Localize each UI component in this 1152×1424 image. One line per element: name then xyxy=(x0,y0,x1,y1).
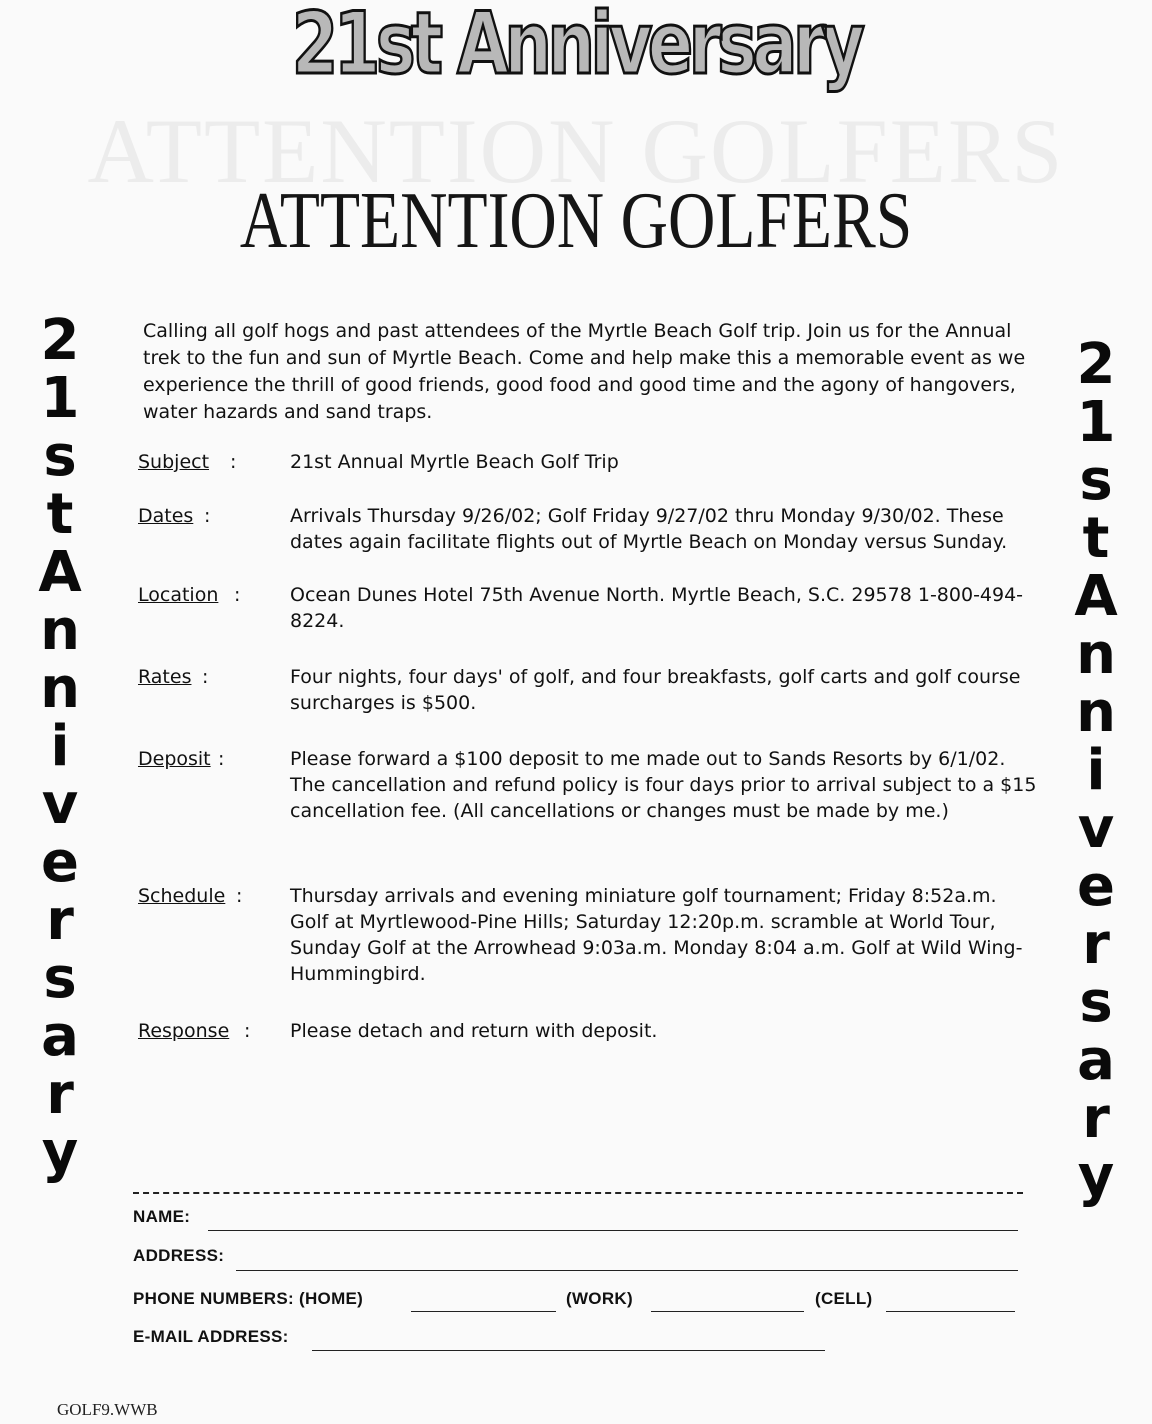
phone-work-field[interactable] xyxy=(651,1311,804,1312)
detail-value: Four nights, four days' of golf, and four breakfasts, golf carts and golf course surcharges is $500. xyxy=(290,666,1021,714)
phone-home-label: PHONE NUMBERS: (HOME) xyxy=(133,1289,364,1308)
detail-value: Please forward a $100 deposit to me made out to Sands Resorts by 6/1/02. The cancellation and refund policy is four days prior to arrival subject to a $15 cancellation fee. (All cancellations or changes must be made by me.) xyxy=(290,748,1037,822)
address-label: ADDRESS: xyxy=(133,1246,225,1265)
phone-cell-label: (CELL) xyxy=(815,1289,873,1308)
document-code: GOLF9.WWB xyxy=(57,1400,158,1419)
side-banner-right xyxy=(1036,332,1152,1209)
side-banner-letter: e xyxy=(1077,854,1115,919)
side-banner-letter: r xyxy=(1082,912,1110,977)
side-banner-letter: y xyxy=(41,1120,79,1185)
side-banner-letter: 2 xyxy=(40,308,80,373)
side-banner-letter: n xyxy=(40,656,80,721)
phone-work-label: (WORK) xyxy=(566,1289,633,1308)
email-field[interactable] xyxy=(312,1350,825,1351)
detail-label: Location xyxy=(138,584,219,606)
side-banner-left xyxy=(0,308,120,1185)
side-banner-letter: v xyxy=(1077,796,1115,861)
detail-label: Schedule xyxy=(138,885,226,907)
side-banner-letter: v xyxy=(41,772,79,837)
detail-label: Subject xyxy=(138,451,210,473)
detach-line xyxy=(133,1192,1023,1194)
side-banner-letter: i xyxy=(1086,738,1106,803)
side-banner-letter: a xyxy=(41,1004,79,1069)
side-banner-letter: y xyxy=(1077,1144,1115,1209)
anniversary-banner: 21st Anniversary xyxy=(291,0,861,94)
address-field[interactable] xyxy=(236,1270,1018,1271)
phone-cell-field[interactable] xyxy=(886,1311,1015,1312)
detail-value: Ocean Dunes Hotel 75th Avenue North. Myrtle Beach, S.C. 29578 1-800-494-8224. xyxy=(290,584,1024,632)
detail-value: Thursday arrivals and evening miniature golf tournament; Friday 8:52a.m. Golf at Myrtlewood-Pine Hills; Saturday 12:20p.m. scramble at World Tour, Sunday Golf at the Arrowhead 9:03a.m. Monday 8:04 a.m. Golf at Wild Wing-Hummingbird. xyxy=(290,885,1023,985)
detail-label: Deposit xyxy=(138,748,211,770)
name-field[interactable] xyxy=(208,1230,1018,1231)
side-banner-letter: s xyxy=(43,946,77,1011)
side-banner-letter: 1 xyxy=(1076,390,1116,455)
phone-home-field[interactable] xyxy=(411,1311,556,1312)
side-banner-letter: n xyxy=(1076,680,1116,745)
side-banner-letter: i xyxy=(50,714,70,779)
side-banner-letter: A xyxy=(38,540,82,605)
side-banner-letter: e xyxy=(41,830,79,895)
detail-label: Rates xyxy=(138,666,192,688)
detail-label: Dates xyxy=(138,505,194,527)
page-title: ATTENTION GOLFERS xyxy=(239,177,913,265)
side-banner-letter: s xyxy=(1079,448,1113,513)
side-banner-letter: s xyxy=(43,424,77,489)
side-banner-letter: 1 xyxy=(40,366,80,431)
side-banner-letter: r xyxy=(1082,1086,1110,1151)
name-label: NAME: xyxy=(133,1207,191,1226)
detail-value: Please detach and return with deposit. xyxy=(290,1020,658,1042)
detail-value: Arrivals Thursday 9/26/02; Golf Friday 9/27/02 thru Monday 9/30/02. These dates again facilitate flights out of Myrtle Beach on Monday versus Sunday. xyxy=(290,505,1008,553)
email-label: E-MAIL ADDRESS: xyxy=(133,1327,289,1346)
ghost-title: ATTENTION GOLFERS xyxy=(87,100,1065,202)
side-banner-letter: A xyxy=(1074,564,1118,629)
intro-paragraph: Calling all golf hogs and past attendees of the Myrtle Beach Golf trip. Join us for the Annual trek to the fun and sun of Myrtle Beach. Come and help make this a memorable event as we experience the thrill of good friends, good food and good time and the agony of hangovers, water hazards and sand traps. xyxy=(143,320,1026,423)
side-banner-letter: t xyxy=(46,482,74,547)
side-banner-letter: s xyxy=(1079,970,1113,1035)
detail-value: 21st Annual Myrtle Beach Golf Trip xyxy=(290,451,619,473)
side-banner-letter: r xyxy=(46,888,74,953)
detail-label: Response xyxy=(138,1020,230,1042)
side-banner-letter: t xyxy=(1082,506,1110,571)
side-banner-letter: 2 xyxy=(1076,332,1116,397)
side-banner-letter: r xyxy=(46,1062,74,1127)
side-banner-letter: a xyxy=(1077,1028,1115,1093)
side-banner-letter: n xyxy=(40,598,80,663)
side-banner-letter: n xyxy=(1076,622,1116,687)
